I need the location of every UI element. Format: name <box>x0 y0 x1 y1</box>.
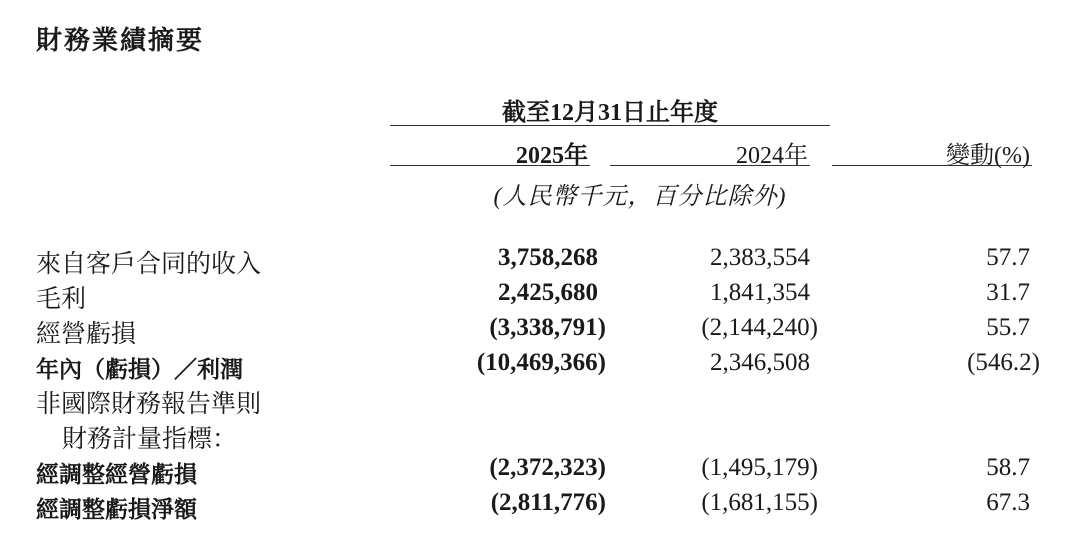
value-change: 67.3 <box>986 489 1030 516</box>
value-2025: (10,469,366) <box>476 349 606 376</box>
value-2025: (2,372,323) <box>489 454 606 481</box>
value-change: 55.7 <box>986 314 1030 341</box>
value-2025: (3,338,791) <box>489 314 606 341</box>
table-row <box>0 279 1080 313</box>
value-2024: 2,346,508 <box>710 349 810 376</box>
period-rule <box>390 125 830 126</box>
row-label: 非國際財務報告準則 <box>36 391 262 418</box>
row-label: 經調整虧損淨額 <box>36 497 197 523</box>
value-change: 58.7 <box>986 454 1030 481</box>
value-change: 31.7 <box>986 279 1030 306</box>
value-change: 57.7 <box>986 244 1030 271</box>
value-2024: 1,841,354 <box>710 279 810 306</box>
col-rule-2024 <box>610 165 810 166</box>
row-label: 財務計量指標： <box>62 426 238 453</box>
col-rule-change <box>832 165 1032 166</box>
page-title: 財務業績摘要 <box>36 26 205 56</box>
row-label: 來自客戶合同的收入 <box>36 251 262 278</box>
value-2025: (2,811,776) <box>490 489 606 516</box>
table-row <box>0 384 1080 418</box>
value-2025: 2,425,680 <box>498 279 598 306</box>
table-row <box>0 314 1080 348</box>
row-label: 經營虧損 <box>36 321 137 348</box>
value-2024: (1,495,179) <box>701 454 818 481</box>
table-row <box>0 349 1080 383</box>
value-2024: (1,681,155) <box>701 489 818 516</box>
period-header: 截至12月31日止年度 <box>502 100 718 126</box>
col-header-2025: 2025年 <box>516 143 588 169</box>
units-note: (人民幣千元，百分比除外) <box>493 184 787 210</box>
value-2024: (2,144,240) <box>701 314 818 341</box>
row-label: 經調整經營虧損 <box>36 462 197 488</box>
col-header-change: 變動(%) <box>946 143 1030 169</box>
col-header-2024: 2024年 <box>736 143 808 169</box>
value-2024: 2,383,554 <box>710 244 810 271</box>
row-label: 年內（虧損）／利潤 <box>36 357 243 383</box>
table-row <box>0 454 1080 488</box>
value-change: (546.2) <box>967 349 1040 376</box>
table-row <box>0 419 1080 453</box>
value-2025: 3,758,268 <box>498 244 598 271</box>
table-row <box>0 244 1080 278</box>
row-label: 毛利 <box>36 286 87 313</box>
col-rule-2025 <box>390 165 590 166</box>
table-row <box>0 489 1080 523</box>
